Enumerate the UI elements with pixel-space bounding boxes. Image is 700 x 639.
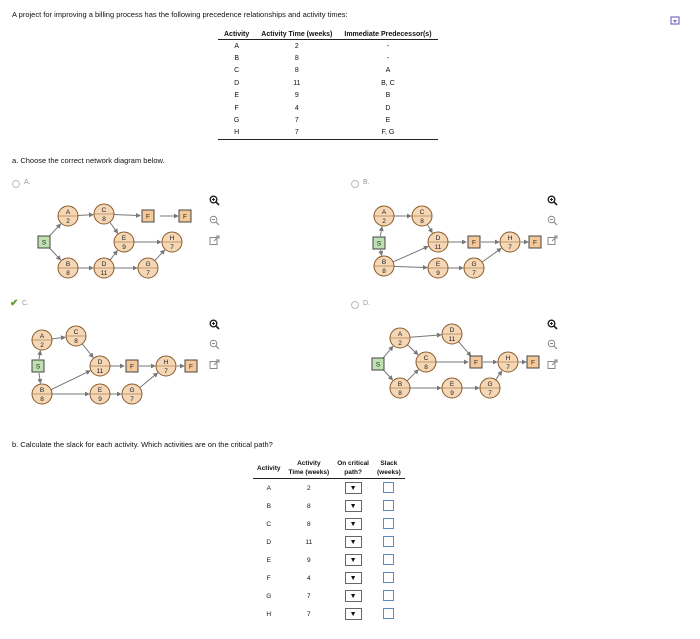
finish-label: F <box>474 359 478 367</box>
cell-time: 8 <box>294 55 299 63</box>
edge-arrow <box>52 337 65 339</box>
cell-predecessors: F, G <box>338 127 437 140</box>
cell-activity: D <box>266 538 272 546</box>
cell-time: 8 <box>307 502 311 510</box>
diagram-c[interactable] <box>32 326 197 404</box>
critical-path-dropdown[interactable]: ▼ <box>345 572 362 584</box>
table-row <box>253 515 405 533</box>
diagram-d[interactable] <box>372 324 539 398</box>
node-label: C <box>101 207 107 214</box>
cell-time: 8 <box>307 520 311 528</box>
node-label: H <box>169 235 175 242</box>
node-label: D <box>449 327 455 334</box>
node-label: D <box>97 359 103 366</box>
edge-arrow <box>427 225 432 233</box>
part-b-prompt: b. Calculate the slack for each activity. Which activities are on the critical path? <box>12 440 273 449</box>
zoom-in-icon[interactable] <box>546 318 558 330</box>
finish-label: F <box>130 363 134 371</box>
col-activity: Activity <box>218 30 255 40</box>
cell-critical <box>333 497 373 515</box>
col-slack-line1: Slack <box>380 460 398 467</box>
col-activity: Activity <box>253 458 284 479</box>
edge-arrow <box>114 214 140 215</box>
cell-time: 11 <box>293 79 301 87</box>
col-predecessors: Immediate Predecessor(s) <box>338 30 437 40</box>
node-time: 8 <box>424 364 428 371</box>
cell-time: 2 <box>307 484 311 492</box>
edge-arrow <box>82 344 93 358</box>
slack-input[interactable] <box>383 608 394 619</box>
node-time: 7 <box>506 364 510 371</box>
cell-critical <box>333 533 373 551</box>
edge-arrow <box>482 248 501 262</box>
edge-arrow <box>39 351 40 359</box>
open-external-icon[interactable] <box>208 234 220 246</box>
node-label: A <box>397 331 403 338</box>
node-time: 8 <box>398 390 402 397</box>
node-label: E <box>97 387 103 394</box>
edge-arrow <box>39 373 40 383</box>
slack-input[interactable] <box>383 482 394 493</box>
col-slack-line2: (weeks) <box>377 469 401 476</box>
node-time: 7 <box>146 270 150 277</box>
node-label: G <box>129 387 135 394</box>
edge-arrow <box>140 373 158 388</box>
table-row <box>253 533 405 551</box>
node-time: 9 <box>436 270 440 277</box>
col-time-line2: Time (weeks) <box>288 469 330 476</box>
table-row <box>253 497 405 515</box>
node-time: 9 <box>122 244 126 251</box>
zoom-out-icon[interactable] <box>208 338 220 350</box>
start-label: S <box>41 239 47 247</box>
zoom-out-icon[interactable] <box>546 214 558 226</box>
node-time: 7 <box>472 270 476 277</box>
cell-slack <box>373 551 405 569</box>
edge-arrow <box>110 222 118 233</box>
slack-input[interactable] <box>383 572 394 583</box>
critical-path-dropdown[interactable]: ▼ <box>345 482 362 494</box>
node-label: H <box>505 355 511 362</box>
cell-time: 7 <box>255 127 338 140</box>
cell-activity: C <box>266 520 272 528</box>
finish-label: F <box>146 213 150 221</box>
edge-arrow <box>407 345 418 355</box>
cell-slack <box>373 533 405 551</box>
finish-label: F <box>531 359 535 367</box>
slack-input[interactable] <box>383 518 394 529</box>
cell-activity: A <box>266 484 271 492</box>
node-label: D <box>435 235 441 242</box>
node-label: A <box>65 209 71 216</box>
finish-label: F <box>472 239 476 247</box>
table-row <box>253 551 405 569</box>
cell-time: 4 <box>307 574 311 582</box>
node-time: 11 <box>448 336 456 343</box>
question-intro: A project for improving a billing process has the following precedence relationships and activity times: <box>12 10 348 19</box>
node-time: 9 <box>450 390 454 397</box>
edge-arrow <box>407 370 418 381</box>
edge-arrow <box>459 342 471 356</box>
node-label: A <box>381 209 387 216</box>
cell-slack <box>373 605 405 623</box>
cell-activity: H <box>218 127 255 140</box>
table-row <box>253 479 405 498</box>
col-critical <box>333 458 373 479</box>
cell-critical <box>333 569 373 587</box>
edge-arrow <box>383 346 393 358</box>
edge-arrow <box>78 215 93 216</box>
node-label: B <box>65 261 71 268</box>
cell-time: 2 <box>294 42 299 50</box>
cell-predecessors: A <box>385 67 391 75</box>
edge-arrow <box>110 251 117 260</box>
option-c-label: C. <box>22 300 29 307</box>
slack-input[interactable] <box>383 554 394 565</box>
cell-time: 9 <box>307 556 311 564</box>
start-label: S <box>376 240 382 248</box>
node-label: B <box>397 381 403 388</box>
finish-label: F <box>189 363 193 371</box>
cell-time: 7 <box>307 592 311 600</box>
edge-arrow <box>496 371 502 380</box>
edge-arrow <box>380 227 382 236</box>
node-time: 11 <box>96 368 104 375</box>
cell-activity: B <box>234 55 239 63</box>
node-label: A <box>39 333 45 340</box>
start-label: S <box>375 361 381 369</box>
cell-activity: A <box>234 42 239 50</box>
open-external-icon[interactable] <box>546 234 558 246</box>
slack-input[interactable] <box>383 590 394 601</box>
diagram-b[interactable] <box>373 206 541 278</box>
start-label: S <box>35 363 41 371</box>
cell-activity: F <box>266 574 271 582</box>
cell-activity: E <box>266 556 271 564</box>
cell-activity: G <box>233 117 240 125</box>
edge-arrow <box>155 250 165 261</box>
cell-critical <box>333 605 373 623</box>
cell-predecessors: - <box>386 42 390 50</box>
node-time: 8 <box>382 268 386 275</box>
node-time: 8 <box>40 396 44 403</box>
cell-time: 7 <box>307 610 311 618</box>
node-label: H <box>163 359 169 366</box>
cell-predecessors: B, C <box>381 79 395 87</box>
node-label: H <box>507 235 513 242</box>
node-label: C <box>73 329 79 336</box>
node-time: 7 <box>130 396 134 403</box>
edge-arrow <box>393 246 428 261</box>
node-label: E <box>121 235 127 242</box>
node-label: C <box>419 209 425 216</box>
critical-path-dropdown[interactable]: ▼ <box>345 554 362 566</box>
cell-activity: H <box>266 610 272 618</box>
cell-predecessors: - <box>386 55 390 63</box>
node-label: E <box>449 381 455 388</box>
node-time: 2 <box>382 218 386 225</box>
cell-predecessors: B <box>385 92 391 100</box>
cell-slack <box>373 587 405 605</box>
node-label: G <box>471 261 477 268</box>
cell-time: 9 <box>294 92 299 100</box>
cell-activity: D <box>234 79 240 87</box>
edge-arrow <box>49 224 61 237</box>
critical-path-dropdown[interactable]: ▼ <box>345 518 362 530</box>
cell-slack <box>373 515 405 533</box>
edge-arrow <box>410 335 441 337</box>
cell-critical <box>333 551 373 569</box>
node-label: G <box>487 381 493 388</box>
cell-time: 7 <box>294 117 299 125</box>
zoom-in-icon[interactable] <box>208 194 220 206</box>
col-slack <box>373 458 405 479</box>
slack-table <box>253 458 405 623</box>
col-critical-line2: path? <box>344 469 362 476</box>
node-time: 11 <box>434 244 442 251</box>
slack-input[interactable] <box>383 536 394 547</box>
node-time: 7 <box>164 368 168 375</box>
node-label: D <box>101 261 107 268</box>
node-time: 8 <box>420 218 424 225</box>
col-time: Activity Time (weeks) <box>255 30 338 40</box>
zoom-in-icon[interactable] <box>208 318 220 330</box>
node-time: 11 <box>100 270 108 277</box>
option-d-label: D. <box>363 300 370 307</box>
node-label: C <box>423 355 429 362</box>
node-time: 2 <box>66 218 70 225</box>
edge-arrow <box>49 247 61 260</box>
open-external-icon[interactable] <box>546 358 558 370</box>
cell-critical <box>333 515 373 533</box>
node-time: 8 <box>74 338 78 345</box>
node-label: E <box>435 261 441 268</box>
node-time: 9 <box>98 396 102 403</box>
col-critical-line1: On critical <box>337 460 369 467</box>
node-time: 7 <box>508 244 512 251</box>
finish-label: F <box>183 213 187 221</box>
cell-predecessors: D <box>385 104 391 112</box>
table-row <box>253 605 405 623</box>
cell-time: 11 <box>305 538 313 546</box>
cell-predecessors: E <box>385 117 391 125</box>
cell-activity: C <box>234 67 240 75</box>
node-time: 7 <box>488 390 492 397</box>
node-label: B <box>39 387 45 394</box>
part-a-prompt: a. Choose the correct network diagram below. <box>12 156 165 165</box>
finish-label: F <box>533 239 537 247</box>
table-row <box>253 569 405 587</box>
option-b-label: B. <box>363 179 370 186</box>
slack-input[interactable] <box>383 500 394 511</box>
col-time-line1: Activity <box>297 460 321 467</box>
cell-critical <box>333 587 373 605</box>
option-a-label: A. <box>24 179 31 186</box>
cell-slack <box>373 569 405 587</box>
node-time: 7 <box>170 244 174 251</box>
node-time: 8 <box>102 216 106 223</box>
edge-arrow <box>383 369 393 380</box>
cell-activity: F <box>234 104 239 112</box>
cell-critical <box>333 479 373 498</box>
open-external-icon[interactable] <box>208 358 220 370</box>
edge-arrow <box>380 250 381 255</box>
cell-activity: E <box>234 92 239 100</box>
edge-arrow <box>51 371 90 390</box>
cell-slack <box>373 479 405 498</box>
critical-path-dropdown[interactable]: ▼ <box>345 536 362 548</box>
cell-time: 8 <box>294 67 299 75</box>
zoom-in-icon[interactable] <box>546 194 558 206</box>
node-label: B <box>381 259 387 266</box>
cell-activity: G <box>266 592 272 600</box>
edge-arrow <box>394 266 427 267</box>
zoom-out-icon[interactable] <box>546 338 558 350</box>
critical-path-dropdown[interactable]: ▼ <box>345 608 362 620</box>
diagram-a[interactable] <box>38 204 191 278</box>
node-time: 8 <box>66 270 70 277</box>
critical-path-dropdown[interactable]: ▼ <box>345 590 362 602</box>
cell-time: 4 <box>294 104 299 112</box>
table-row <box>253 587 405 605</box>
node-time: 2 <box>40 342 44 349</box>
cell-activity: B <box>266 502 271 510</box>
node-time: 2 <box>398 340 402 347</box>
checkmark-icon: ✔ <box>10 298 19 309</box>
col-activity-time <box>284 458 333 479</box>
cell-slack <box>373 497 405 515</box>
node-label: G <box>145 261 151 268</box>
zoom-out-icon[interactable] <box>208 214 220 226</box>
critical-path-dropdown[interactable]: ▼ <box>345 500 362 512</box>
